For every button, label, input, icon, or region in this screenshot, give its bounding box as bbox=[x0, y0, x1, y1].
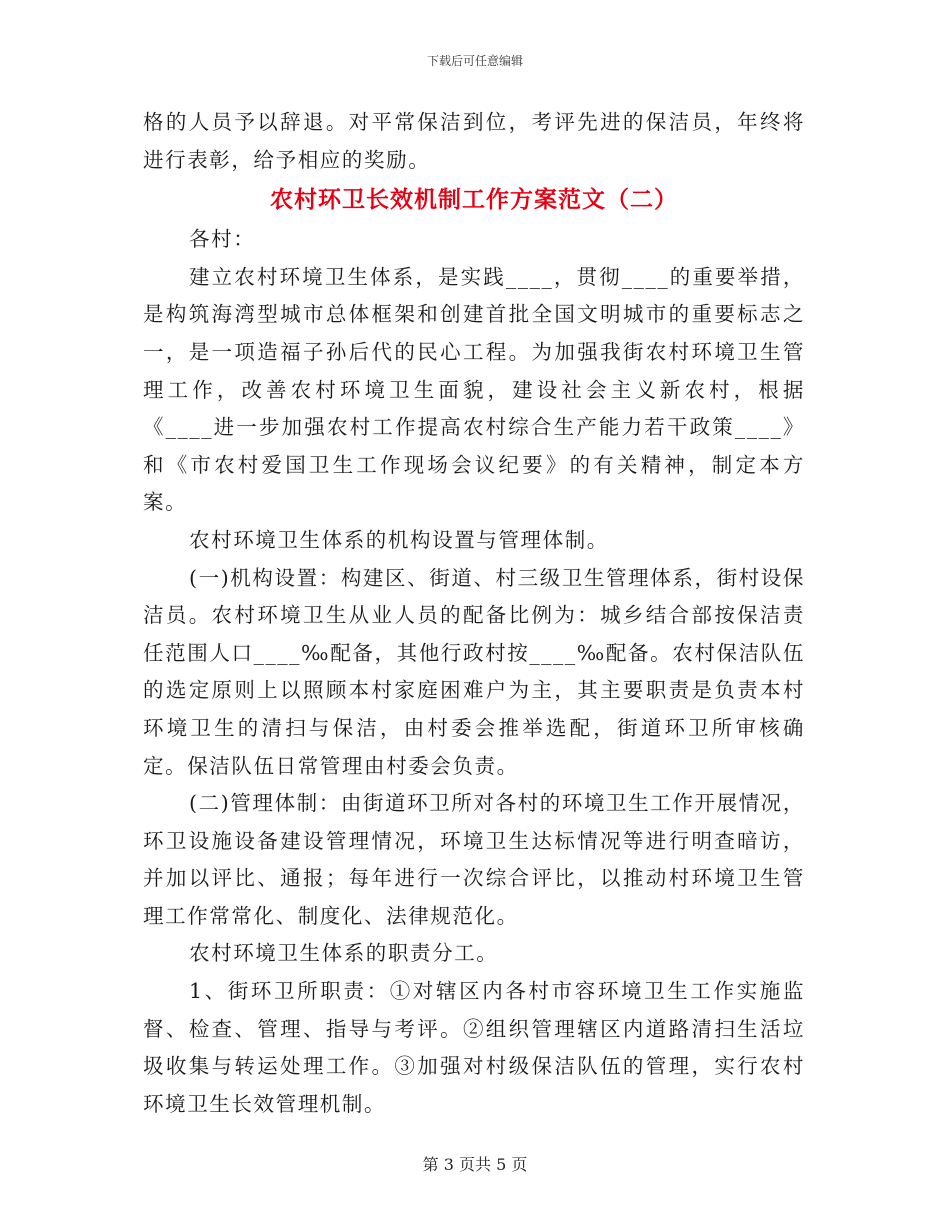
section-heading-duties: 农村环境卫生体系的职责分工。 bbox=[189, 941, 499, 966]
salutation: 各村： bbox=[189, 227, 256, 252]
intro-paragraph: 建立农村环境卫生体系，是实践____，贯彻____的重要举措，是构筑海湾型城市总体框架和创建首批全国文明城市的重要标志之一，是一项造福子孙后代的民心工程。为加强我街农村环境卫生管理工作，改善农村环境卫生面貌，建设社会主义新农村，根据《____进一步加强农村工作提高农村综合生产能力若干政策____》和《市农村爱国卫生工作现场会议纪要》的有关精神，制定本方案。 bbox=[143, 264, 805, 515]
page-number: 第 3 页共 5 页 bbox=[422, 1155, 528, 1174]
paragraph-sanitation-office-duties: 1、街环卫所职责：①对辖区内各村市容环境卫生工作实施监督、检查、管理、指导与考评。②组织管理辖区内道路清扫生活垃圾收集与转运处理工作。③加强对村级保洁队伍的管理，实行农村环境卫生长效管理机制。 bbox=[143, 979, 805, 1116]
document-title: 农村环卫长效机制工作方案范文（二） bbox=[270, 186, 678, 214]
paragraph-management: (二)管理体制：由街道环卫所对各村的环境卫生工作开展情况，环卫设施设备建设管理情况，环境卫生达标情况等进行明查暗访，并加以评比、通报；每年进行一次综合评比，以推动村环境卫生管理工作常常化、制度化、法律规范化。 bbox=[143, 791, 805, 928]
page-header: 下载后可任意编辑 bbox=[426, 54, 523, 68]
document-body bbox=[143, 104, 805, 1123]
continuation-paragraph: 格的人员予以辞退。对平常保洁到位，考评先进的保洁员，年终将进行表彰，给予相应的奖励。 bbox=[143, 110, 805, 172]
section-heading-structure: 农村环境卫生体系的机构设置与管理体制。 bbox=[189, 527, 609, 552]
paragraph-organization: (一)机构设置：构建区、街道、村三级卫生管理体系，街村设保洁员。农村环境卫生从业人员的配备比例为：城乡结合部按保洁责任范围人口____‰配备，其他行政村按____‰配备。农村保洁队伍的选定原则上以照顾本村家庭困难户为主，其主要职责是负责本村环境卫生的清扫与保洁，由村委会推举选配，街道环卫所审核确定。保洁队伍日常管理由村委会负责。 bbox=[143, 565, 805, 778]
